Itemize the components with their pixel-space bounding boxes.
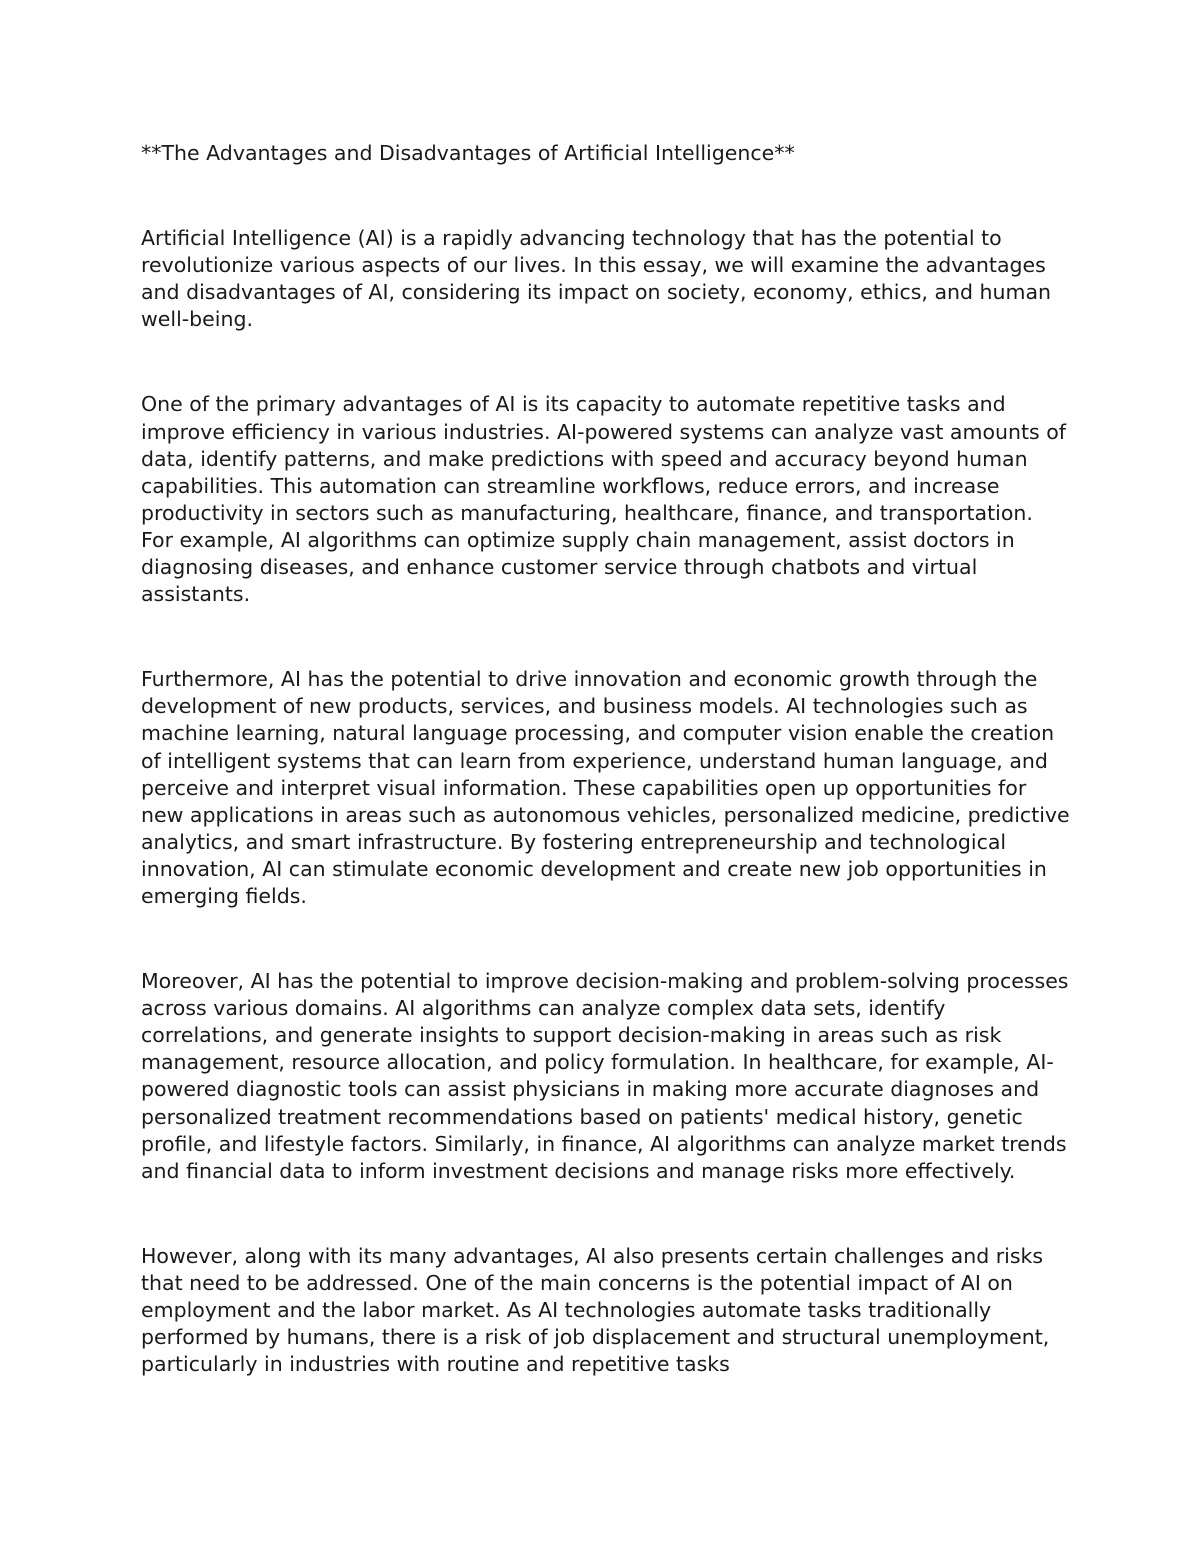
paragraph-challenges: However, along with its many advantages, AI also presents certain challenges and risks that need to be addressed. One of the main concerns is the potential impact of AI on employment and the labor market. As AI technologies automate tasks traditionally performed by humans, there is a risk of job displacement and structural unemployment, particularly in industries with routine and repetitive tasks — [141, 1243, 1050, 1377]
paragraph-decision-making: Moreover, AI has the potential to improve decision-making and problem-solving processes across various domains. AI algorithms can analyze complex data sets, identify correlations, and generate insights to support decision-making in areas such as risk management, resource allocation, and policy formulation. In healthcare, for example, AI-powered diagnostic tools can assist physicians in making more accurate diagnoses and personalized treatment recommendations based on patients' medical history, genetic profile, and lifestyle factors. Similarly, in finance, AI algorithms can analyze market trends and financial data to inform investment decisions and manage risks more effectively. — [141, 969, 1069, 1183]
paragraph-innovation: Furthermore, AI has the potential to drive innovation and economic growth through the development of new products, services, and business models. AI technologies such as machine learning, natural language processing, and computer vision enable the creation of intelligent systems that can learn from experience, understand human language, and perceive and interpret visual information. These capabilities open up opportunities for new applications in areas such as autonomous vehicles, personalized medicine, predictive analytics, and smart infrastructure. By fostering entrepreneurship and technological innovation, AI can stimulate economic development and create new job opportunities in emerging fields. — [141, 667, 1070, 908]
document-body — [141, 140, 1071, 1378]
paragraph-automation: One of the primary advantages of AI is its capacity to automate repetitive tasks and improve efficiency in various industries. AI-powered systems can analyze vast amounts of data, identify patterns, and make predictions with speed and accuracy beyond human capabilities. This automation can streamline workflows, reduce errors, and increase productivity in sectors such as manufacturing, healthcare, finance, and transportation. For example, AI algorithms can optimize supply chain management, assist doctors in diagnosing diseases, and enhance customer service through chatbots and virtual assistants. — [141, 392, 1066, 607]
paragraph-introduction: Artificial Intelligence (AI) is a rapidly advancing technology that has the potential to revolutionize various aspects of our lives. In this essay, we will examine the advantages and disadvantages of AI, considering its impact on society, economy, ethics, and human well-being. — [141, 226, 1052, 332]
document-title: **The Advantages and Disadvantages of Artificial Intelligence** — [141, 141, 795, 165]
